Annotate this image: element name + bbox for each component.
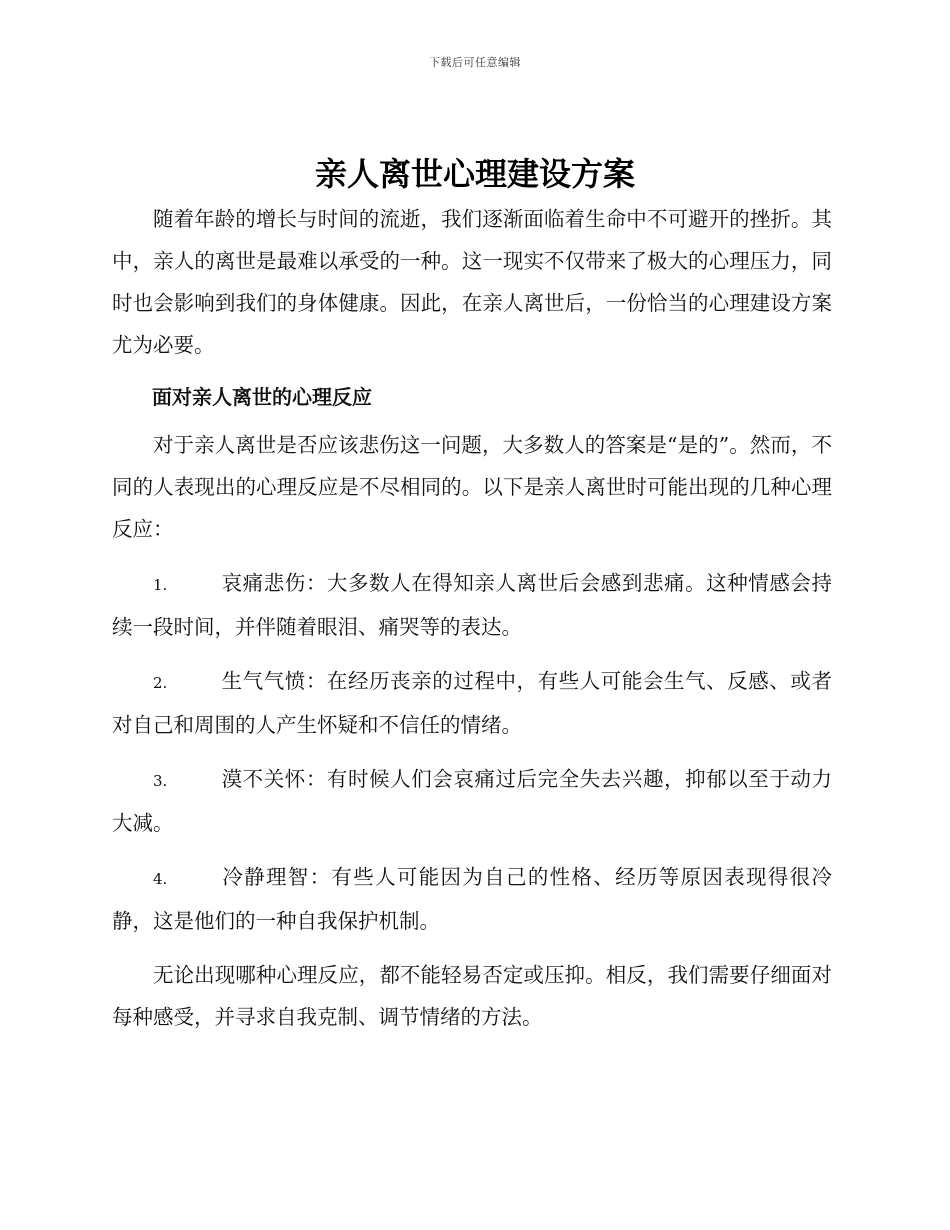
list-item [112, 562, 832, 648]
list-item-number: 3. [153, 772, 168, 790]
document-body [112, 198, 832, 1038]
list-item-number: 2. [153, 674, 168, 692]
list-item [112, 758, 832, 844]
list-item-text: 生气气愤：在经历丧亲的过程中，有些人可能会生气、反感、或者对自己和周围的人产生怀疑和不信任的情绪。 [112, 669, 832, 737]
section-paragraph: 对于亲人离世是否应该悲伤这一问题，大多数人的答案是“是的”。然而，不同的人表现出的心理反应是不尽相同的。以下是亲人离世时可能出现的几种心理反应： [112, 433, 832, 541]
list-item-text: 哀痛悲伤：大多数人在得知亲人离世后会感到悲痛。这种情感会持续一段时间，并伴随着眼泪、痛哭等的表达。 [112, 571, 832, 639]
list-item-text: 冷静理智：有些人可能因为自己的性格、经历等原因表现得很冷静，这是他们的一种自我保护机制。 [112, 865, 832, 933]
list-item-number: 4. [153, 870, 168, 888]
section-heading: 面对亲人离世的心理反应 [152, 385, 372, 409]
document-title: 亲人离世心理建设方案 [314, 155, 635, 193]
list-item [112, 660, 832, 746]
intro-paragraph: 随着年龄的增长与时间的流逝，我们逐渐面临着生命中不可避开的挫折。其中，亲人的离世是最难以承受的一种。这一现实不仅带来了极大的心理压力，同时也会影响到我们的身体健康。因此，在亲人离世后，一份恰当的心理建设方案尤为必要。 [112, 207, 832, 357]
list-item-number: 1. [153, 576, 168, 594]
closing-paragraph: 无论出现哪种心理反应，都不能轻易否定或压抑。相反，我们需要仔细面对每种感受，并寻求自我克制、调节情绪的方法。 [112, 963, 832, 1029]
list-item-text: 漠不关怀：有时候人们会哀痛过后完全失去兴趣，抑郁以至于动力大减。 [112, 767, 832, 835]
list-item [112, 856, 832, 942]
header-note: 下载后可任意编辑 [429, 56, 521, 69]
